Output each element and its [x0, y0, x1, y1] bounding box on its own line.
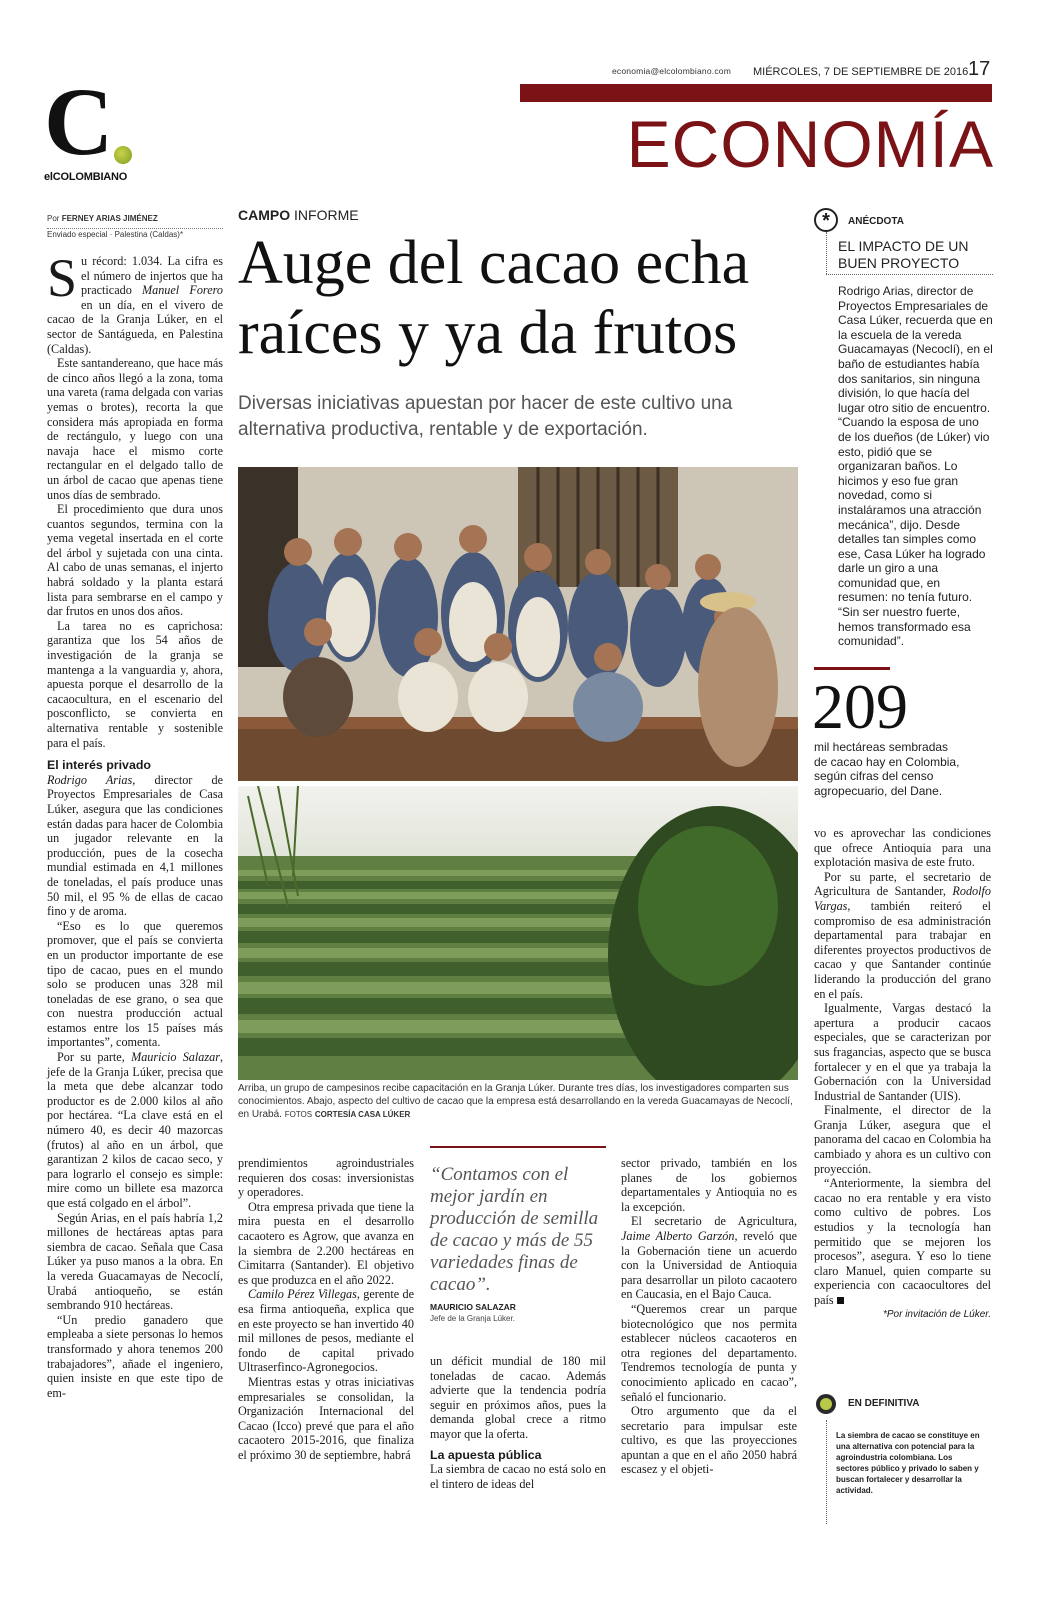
end-mark-icon	[837, 1297, 844, 1304]
stat-rule	[814, 667, 890, 670]
header-date: MIÉRCOLES, 7 DE SEPTIEMBRE DE 2016	[753, 66, 969, 78]
byline-role: Enviado especial · Palestina (Caldas)*	[47, 230, 184, 239]
deck: Diversas iniciativas apuestan por hacer de este cultivo una alternativa productiva, rentable y de exportación.	[238, 393, 733, 440]
byline-divider	[47, 228, 223, 229]
quote-role: Jefe de la Granja Lúker.	[430, 1314, 515, 1323]
caption-text: Arriba, un grupo de campesinos recibe capacitación en la Granja Lúker. Durante tres días, los investigadores comparten sus conocimientos. Abajo, aspecto del cultivo de cacao que la empresa está desarrollando en la vereda Guacamayas de Necoclí, en Urabá.	[238, 1083, 793, 1120]
byline	[47, 214, 223, 223]
paragraph: Otro argumento que da el secretario para impulsar este cultivo, es que las proyecciones apuntan a que en el año 2050 habrá escasez y el objeti-	[621, 1404, 797, 1477]
photo-farmers	[238, 467, 798, 781]
anecdote-divider	[826, 274, 993, 275]
paragraph: “Queremos crear un parque biotecnológico que nos permita establecer núcleos cacaoteros en otra regiones del departamento. Tendremos tecnología de punta y conocimiento aplicado en cacao”, señaló el funcionario.	[621, 1301, 797, 1404]
kicker	[238, 207, 359, 223]
paragraph: “Anteriormente, la siembra del cacao no era rentable y era visto como cultivo de pobres. Los estudios y la tecnología han permitido que se mejoren los procesos”, asegura. Y eso lo tiene claro Manuel, quien comparte su experiencia con cacaocultores del país	[814, 1176, 991, 1307]
definitiva-icon	[816, 1394, 836, 1414]
kicker-light: INFORME	[294, 207, 359, 223]
anecdote-text: Rodrigo Arias, director de Proyectos Empresariales de Casa Lúker, recuerda que en la escuela de la vereda Guacamayas (Necoclí), en el baño de estudiantes había dos sanitarios, sin ninguna división, lo que hacía del lugar otro sitio de encuentro. “Cuando la esposa de uno de los dueños (de Lúker) vio esto, pidió que se organizaran baños. Lo hicimos y eso fue gran novedad, como si instaláramos una atracción mecánica”, dijo. Desde detalles tan simples como ese, Casa Lúker ha logrado darle un giro a una comunidad que, en resumen: no tenía futuro. “Sin ser nuestro fuerte, hemos transformado esa comunidad”.	[838, 284, 993, 649]
photo-caption	[238, 1082, 798, 1121]
pull-quote: “Contamos con el mejor jardín en producción de semilla de cacao y más de 55 variedades finas de cacao”.	[430, 1164, 599, 1295]
caption-credit: CORTESÍA CASA LÚKER	[314, 1110, 411, 1119]
headline: Auge del cacao echa raíces y ya da frutos	[238, 229, 750, 367]
column-2	[238, 1156, 414, 1462]
logo-letter: C	[44, 68, 114, 175]
section-title: ECONOMÍA	[626, 107, 994, 181]
paragraph: Igualmente, Vargas destacó la apertura a producir cacaos especiales, que se caracterizan por sus fragancias, aspecto que se busca fortalecer y en el que ya trabaja la Gobernación con la Universidad Industrial de Santander (UIS).	[814, 1001, 991, 1103]
paragraph: Mientras estas y otras iniciativas empresariales se consolidan, la Organización Internacional del Cacao (Icco) prevé que para el año cacaotero 2015-2016, que finaliza el próximo 30 de septiembre, habrá	[238, 1374, 414, 1462]
definitiva-text: La siembra de cacao se constituye en una alternativa con potencial para la agroindustria colombiana. Los sectores público y privado lo saben y buscan fortalecer y desarrollar la actividad.	[836, 1431, 980, 1495]
paragraph: Camilo Pérez Villegas, gerente de esa firma antioqueña, explica que en este proyecto se han invertido 40 mil millones de pesos, mediante el fondo de capital privado Ultraserfinco-Agronegocios.	[238, 1287, 414, 1375]
column-4	[621, 1156, 797, 1477]
paragraph: La tarea no es caprichosa: garantiza que los 54 años de investigación de la granja se mantenga a la vanguardia y, ahora, apuesta porque el desarrollo de la cacaocultura, en el escenario del posconflicto, se convierta en alternativa rentable y sostenible para el país.	[47, 618, 223, 750]
paragraph: un déficit mundial de 180 mil toneladas de cacao. Además advierte que la tendencia podría seguir en próximos años, pues la demanda global crece a ritmo mayor que la oferta.	[430, 1354, 606, 1441]
definitiva-label: EN DEFINITIVA	[848, 1398, 920, 1409]
logo-dot-icon	[114, 146, 132, 164]
subheading-interes-privado: El interés privado	[47, 758, 151, 773]
page-number: 17	[968, 58, 991, 80]
definitiva-vrule	[826, 1420, 827, 1524]
byline-author: FERNEY ARIAS JIMÉNEZ	[61, 214, 158, 223]
photo-cacao-field	[238, 786, 798, 1080]
column-5	[814, 826, 991, 1322]
asterisk-icon: *	[814, 208, 838, 232]
column-3	[430, 1354, 606, 1491]
column-1	[47, 248, 224, 1400]
dropcap: S	[47, 248, 78, 308]
paragraph: Por su parte, Mauricio Salazar, jefe de la Granja Lúker, precisa que la meta que debe alcanzar todo productor es de 2.000 kilos al año por hectárea. “La clave está en el número 40, es decir 40 mazorcas (frutos) al año en un árbol, que garantizan 2 kilos de cacao seco, y para lograrlo el consejo es simple: mire como un billete esa mazorca que está colgado en el árbol”.	[47, 1050, 224, 1210]
caption-credit-label: FOTOS	[284, 1110, 313, 1119]
photo-field-illustration	[238, 786, 798, 1080]
header-email: economia@elcolombiano.com	[612, 66, 731, 76]
stat-text: mil hectáreas sembradas de cacao hay en Colombia, según cifras del censo agropecuario, del Dane.	[814, 740, 960, 798]
paragraph: La siembra de cacao no está solo en el tintero de ideas del	[430, 1462, 606, 1491]
paragraph: “Un predio ganadero que empleaba a siete personas lo hemos transformado y ahora tenemos 200 trabajadores”, añade el ingeniero, quien insiste en que este tipo de em-	[47, 1312, 223, 1400]
stat-number: 209	[812, 671, 908, 742]
paragraph: vo es aprovechar las condiciones que ofrece Antioquia para una explotación masiva de este fruto.	[814, 826, 991, 870]
masthead-logo	[44, 68, 144, 183]
paragraph: Rodrigo Arias, director de Proyectos Empresariales de Casa Lúker, asegura que las condiciones están dadas para hacer de Colombia un jugador relevante en la producción, pues de la cosecha mundial estimada en 4,1 millones de toneladas, el país produce unas 50 mil, el 95 % de ellas de cacao fino y de aroma.	[47, 772, 223, 919]
anecdote-title: EL IMPACTO DE UN BUEN PROYECTO	[838, 238, 969, 271]
paragraph: El secretario de Agricultura, Jaime Alberto Garzón, reveló que la Gobernación tiene un acuerdo con la Universidad de Antioquia para desarrollar un piloto cacaotero en Caucasia, en el Bajo Cauca.	[621, 1214, 797, 1302]
paragraph: Finalmente, el director de la Granja Lúker, asegura que el panorama del cacao en Colombia ha cambiado y ahora es un cultivo con proyección.	[814, 1103, 991, 1176]
paragraph: El procedimiento que dura unos cuantos segundos, termina con la yema vegetal insertada en el corte del árbol y sujetada con una cinta. Al cabo de unas semanas, el injerto habrá soldado y la planta estará lista para sembrarse en el campo y dar frutos en unos dos años.	[47, 502, 223, 619]
paragraph: Su récord: 1.034. La cifra es el número de injertos que ha practicado Manuel Forero en un día, en el vivero de cacao de la Granja Lúker, en el sector de Santágueda, en Palestina (Caldas).	[47, 248, 223, 356]
byline-prefix: Por	[47, 214, 60, 223]
section-bar	[520, 84, 992, 102]
footnote: *Por invitación de Lúker.	[882, 1308, 991, 1320]
paragraph: sector privado, también en los planes de los gobiernos departamentales y Antioquia no es la excepción.	[621, 1156, 797, 1214]
subheading-apuesta-publica: La apuesta pública	[430, 1447, 542, 1462]
paragraph: Por su parte, el secretario de Agricultura de Santander, Rodolfo Vargas, también reiteró el compromiso de esa administración departamental para trabajar en diferentes proyectos productivos de cacao y que Santander continúe liderando la producción del grano en el país.	[814, 869, 991, 1001]
paragraph: Según Arias, en el país habría 1,2 millones de hectáreas aptas para siembra de cacao. Señala que Casa Lúker ya puso manos a la obra. En la vereda Guacamayas de Necoclí, Urabá antioqueño, se están sembrando 910 hectáreas.	[47, 1210, 223, 1313]
quote-author: MAURICIO SALAZAR	[430, 1302, 516, 1312]
anecdote-vrule	[826, 232, 827, 274]
kicker-bold: CAMPO	[238, 207, 291, 223]
paragraph: “Eso es lo que queremos promover, que el país se convierta en un productor importante de ese tipo de cacao, pues en el mundo solo se producen unas 328 mil toneladas de ese grano, o sea que con nuestra producción actual estamos entre los 15 países más importantes”, comenta.	[47, 918, 223, 1050]
anecdote-label: ANÉCDOTA	[848, 216, 904, 227]
paragraph: Otra empresa privada que tiene la mira puesta en el desarrollo cacaotero es Agrow, que avanza en la siembra de 2.200 hectáreas en Cimitarra (Santander). El objetivo es que produzca en el año 2022.	[238, 1199, 414, 1287]
logo-name: elCOLOMBIANO	[44, 171, 128, 183]
photo-farmers-illustration	[238, 467, 798, 781]
paragraph: prendimientos agroindustriales requieren dos cosas: inversionistas y operadores.	[238, 1156, 414, 1200]
quote-rule	[430, 1146, 606, 1148]
paragraph: Este santandereano, que hace más de cinco años llegó a la zona, toma una vareta (rama delgada con varias yemas o brotes), recorta la que considera más apropiada en forma de rectángulo, y luego con una navaja hace el mismo corte rectangular en el delgado tallo de un árbol de cacao que apenas tiene unos días de sembrado.	[47, 356, 223, 502]
